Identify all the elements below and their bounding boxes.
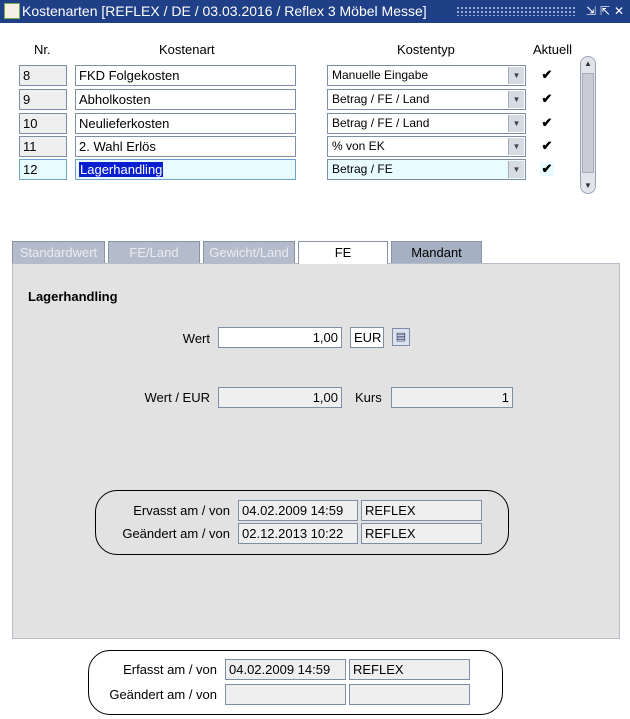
- row-nr[interactable]: 9: [19, 89, 67, 110]
- changed-date-field: 02.12.2013 10:22: [238, 523, 358, 544]
- footer-changed-date-field: [225, 684, 346, 705]
- row-kostentyp-value: Betrag / FE / Land: [332, 92, 430, 106]
- wert-label: Wert: [182, 331, 210, 346]
- window-title: Kostenarten [REFLEX / DE / 03.03.2016 / Reflex 3 Möbel Messe]: [22, 3, 427, 19]
- row-kostenart[interactable]: 2. Wahl Erlös: [75, 136, 296, 157]
- kurs-label: Kurs: [355, 390, 382, 405]
- created-label: Ervasst am / von: [133, 503, 230, 518]
- tab-mandant[interactable]: Mandant: [391, 241, 482, 263]
- panel-audit-box: [95, 490, 509, 555]
- chevron-down-icon[interactable]: ▼: [508, 91, 524, 108]
- footer-created-label: Erfasst am / von: [123, 662, 217, 677]
- list-picker-icon[interactable]: ▤: [392, 328, 410, 346]
- row-kostentyp-value: Betrag / FE / Land: [332, 116, 430, 130]
- row-aktuell-checkbox[interactable]: ✔: [541, 115, 553, 130]
- row-kostentyp-value: % von EK: [332, 139, 385, 153]
- row-kostentyp-select[interactable]: [327, 65, 526, 86]
- wert-eur-field: 1,00: [218, 387, 342, 408]
- tab-panel-fe: [12, 263, 620, 639]
- tab-fe-land[interactable]: FE/Land: [108, 241, 200, 263]
- wert-input[interactable]: 1,00: [218, 327, 342, 348]
- header-kostenart: Kostenart: [159, 42, 215, 57]
- wert-eur-label: Wert / EUR: [144, 390, 210, 405]
- titlebar-grip: [456, 6, 576, 16]
- chevron-down-icon[interactable]: ▼: [508, 115, 524, 132]
- row-kostenart[interactable]: Abholkosten: [75, 89, 296, 110]
- maximize-icon[interactable]: ⇱: [599, 4, 611, 18]
- row-kostenart[interactable]: [75, 159, 296, 180]
- scroll-thumb[interactable]: [582, 73, 594, 173]
- document-icon: [4, 3, 20, 19]
- tab-standardwert[interactable]: Standardwert: [12, 241, 105, 263]
- window-titlebar: [0, 0, 630, 23]
- footer-audit-box: [88, 650, 503, 715]
- row-aktuell-checkbox[interactable]: ✔: [541, 138, 553, 153]
- panel-heading: Lagerhandling: [28, 289, 118, 304]
- row-kostentyp-select[interactable]: [327, 113, 526, 134]
- chevron-down-icon[interactable]: ▼: [508, 161, 524, 178]
- row-kostenart-selected: Lagerhandling: [80, 162, 163, 177]
- chevron-down-icon[interactable]: ▼: [508, 138, 524, 155]
- scroll-down-icon[interactable]: ▼: [584, 181, 592, 190]
- row-aktuell-checkbox[interactable]: ✔: [541, 91, 553, 106]
- created-user-field: REFLEX: [361, 500, 482, 521]
- close-icon[interactable]: ✕: [613, 4, 625, 18]
- changed-label: Geändert am / von: [122, 526, 230, 541]
- footer-created-date-field: 04.02.2009 14:59: [225, 659, 346, 680]
- footer-changed-label: Geändert am / von: [109, 687, 217, 702]
- kurs-field: 1: [391, 387, 513, 408]
- tab-fe[interactable]: FE: [298, 241, 388, 264]
- created-date-field: 04.02.2009 14:59: [238, 500, 358, 521]
- tab-gewicht-land[interactable]: Gewicht/Land: [203, 241, 295, 263]
- row-nr[interactable]: 11: [19, 136, 67, 157]
- row-nr[interactable]: 10: [19, 113, 67, 134]
- row-kostentyp-select[interactable]: [327, 136, 526, 157]
- row-aktuell-checkbox[interactable]: ✔: [541, 161, 553, 176]
- header-nr: Nr.: [34, 42, 51, 57]
- row-aktuell-checkbox[interactable]: ✔: [541, 67, 553, 82]
- minimize-icon[interactable]: ⇲: [585, 4, 597, 18]
- row-kostentyp-value: Betrag / FE: [332, 162, 393, 176]
- scroll-up-icon[interactable]: ▲: [584, 59, 592, 68]
- footer-created-user-field: REFLEX: [349, 659, 470, 680]
- row-nr[interactable]: 8: [19, 65, 67, 86]
- chevron-down-icon[interactable]: ▼: [508, 67, 524, 84]
- changed-user-field: REFLEX: [361, 523, 482, 544]
- row-kostentyp-select[interactable]: [327, 159, 526, 180]
- header-aktuell: Aktuell: [533, 42, 573, 57]
- grid-scrollbar[interactable]: [580, 56, 596, 194]
- row-kostenart[interactable]: FKD Folgekosten: [75, 65, 296, 86]
- footer-changed-user-field: [349, 684, 470, 705]
- row-nr[interactable]: 12: [19, 159, 67, 180]
- row-kostentyp-select[interactable]: [327, 89, 526, 110]
- row-kostenart[interactable]: Neulieferkosten: [75, 113, 296, 134]
- header-kostentyp: Kostentyp: [397, 42, 455, 57]
- row-kostentyp-value: Manuelle Eingabe: [332, 68, 429, 82]
- currency-field[interactable]: EUR: [350, 327, 384, 348]
